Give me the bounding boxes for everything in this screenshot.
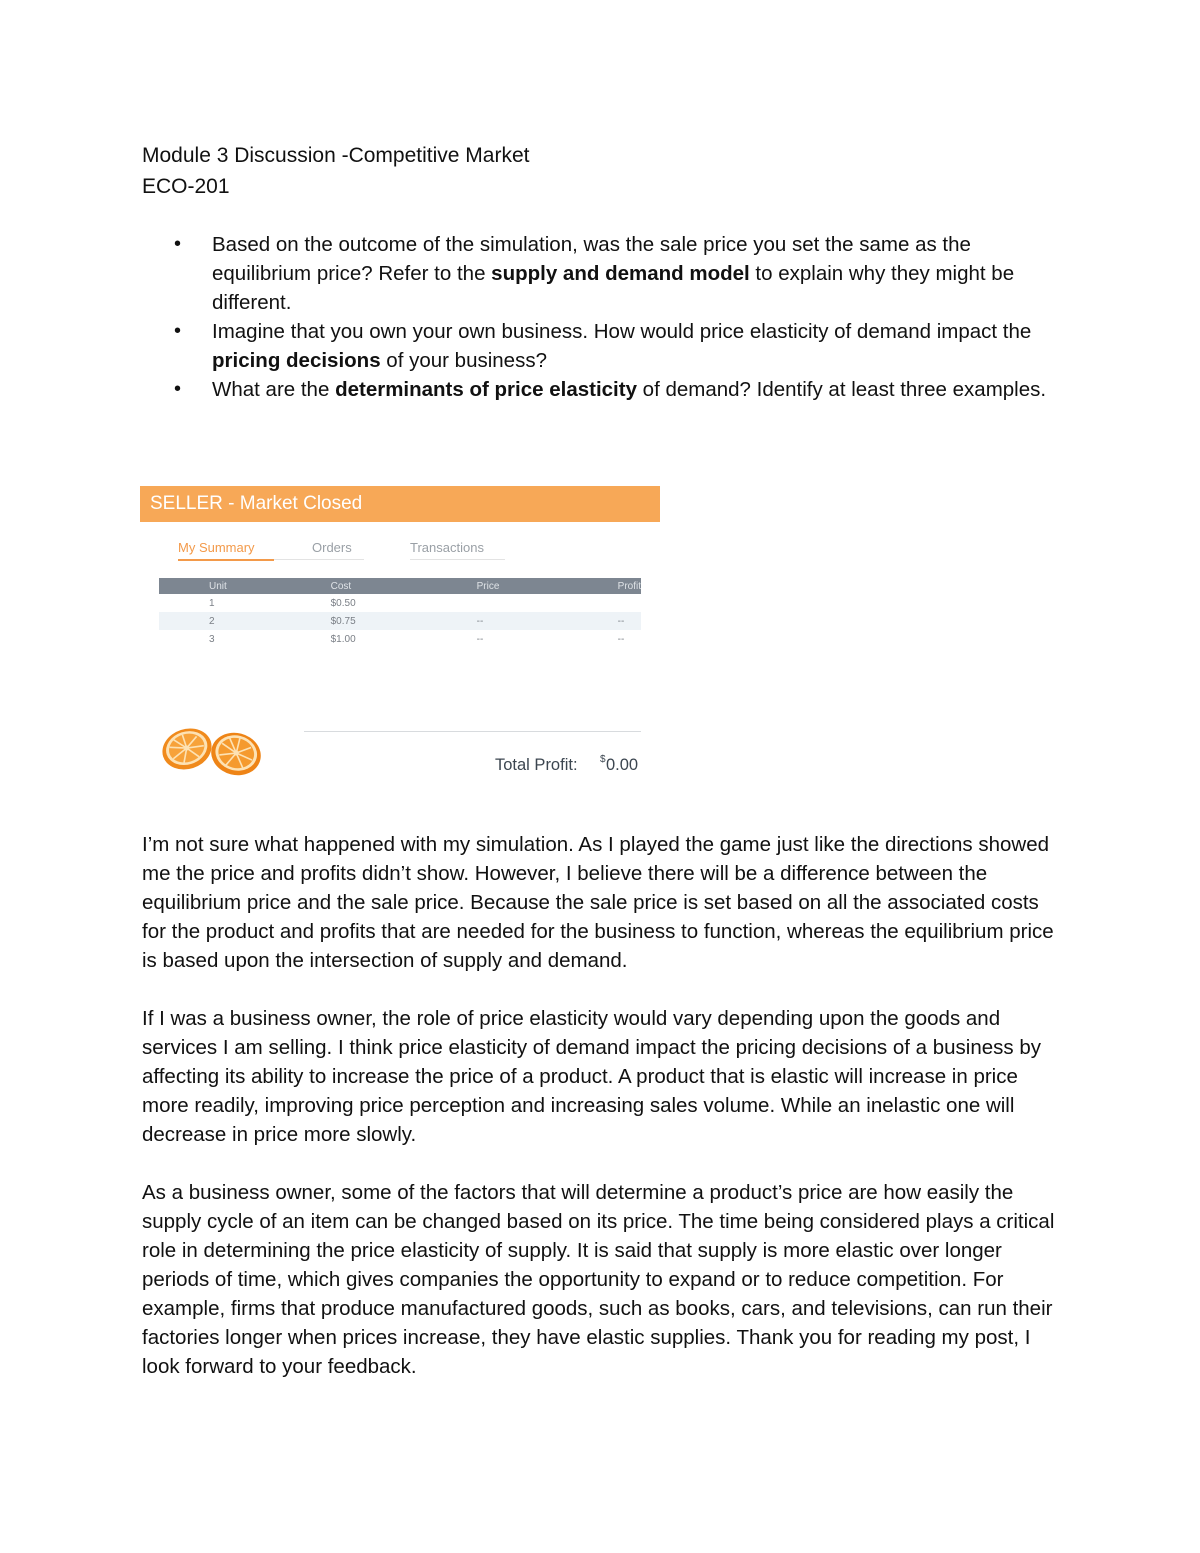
paragraph: I’m not sure what happened with my simulation. As I played the game just like the directions showed me the price and profits didn’t show. However, I believe there will be a difference between the equilibrium price and the sale price. Because the sale price is set based on all the associated costs for the product and profits that are needed for the business to function, whereas the equilibrium price is based upon the intersection of supply and demand. <box>142 833 1054 972</box>
summary-table <box>159 578 641 648</box>
table-row: 1 $0.50 <box>209 597 356 609</box>
paragraph: If I was a business owner, the role of price elasticity would vary depending upon the goods and services I am selling. I think price elasticity of demand impact the pricing decisions of a business by affecting its ability to increase the price of a product. A product that is elastic will increase in price more readily, improving price perception and increasing sales volume. While an inelastic one will decrease in price more slowly. <box>142 1007 1041 1146</box>
document-title: Module 3 Discussion -Competitive Market <box>142 144 530 167</box>
column-header-profit: Profit <box>552 578 641 594</box>
tab-my-summary[interactable]: My Summary <box>178 540 274 561</box>
paragraph: As a business owner, some of the factors that will determine a product’s price are how easily the supply cycle of an item can be changed based on its price. The time being considered plays a critical role in determining the price elasticity of supply. It is said that supply is more elastic over longer periods of time, which gives companies the opportunity to expand or to reduce competition. For example, firms that produce manufactured goods, such as books, cars, and televisions, can run their factories longer when prices increase, they have elastic supplies. Thank you for reading my post, I look forward to your feedback. <box>142 1181 1055 1378</box>
bullet-icon: • <box>174 233 182 255</box>
table-row: 3 $1.00 -- -- <box>209 633 625 645</box>
column-header-price: Price <box>407 578 552 594</box>
total-profit-value: 0.00 <box>606 756 639 774</box>
question-item: • Imagine that you own your own business. How would price elasticity of demand impact the pricing decisions of your business? <box>142 317 1067 375</box>
column-header-unit: Unit <box>159 578 281 594</box>
bullet-icon: • <box>174 378 182 400</box>
table-row: 2 $0.75 -- -- <box>159 612 641 630</box>
seller-banner: SELLER - Market Closed <box>140 486 660 522</box>
course-code: ECO-201 <box>142 175 230 198</box>
tab-orders[interactable]: Orders <box>274 540 364 560</box>
orange-halves-icon <box>160 721 265 781</box>
table-header-row <box>159 578 641 594</box>
total-divider <box>304 731 641 732</box>
question-item: • What are the determinants of price elasticity of demand? Identify at least three examples. <box>142 375 1067 404</box>
total-profit-label: Total Profit: <box>495 756 578 774</box>
total-profit-currency: $ <box>600 754 606 765</box>
bullet-icon: • <box>174 320 182 342</box>
question-list <box>142 230 1067 404</box>
summary-tabs <box>160 540 505 562</box>
column-header-cost: Cost <box>281 578 407 594</box>
document-header <box>142 140 1067 404</box>
response-body <box>142 830 1067 1410</box>
simulation-screenshot <box>140 486 660 786</box>
question-item: • Based on the outcome of the simulation, was the sale price you set the same as the equilibrium price? Refer to the supply and demand model to explain why they might be different. <box>142 230 1067 317</box>
tab-transactions[interactable]: Transactions <box>410 540 505 560</box>
